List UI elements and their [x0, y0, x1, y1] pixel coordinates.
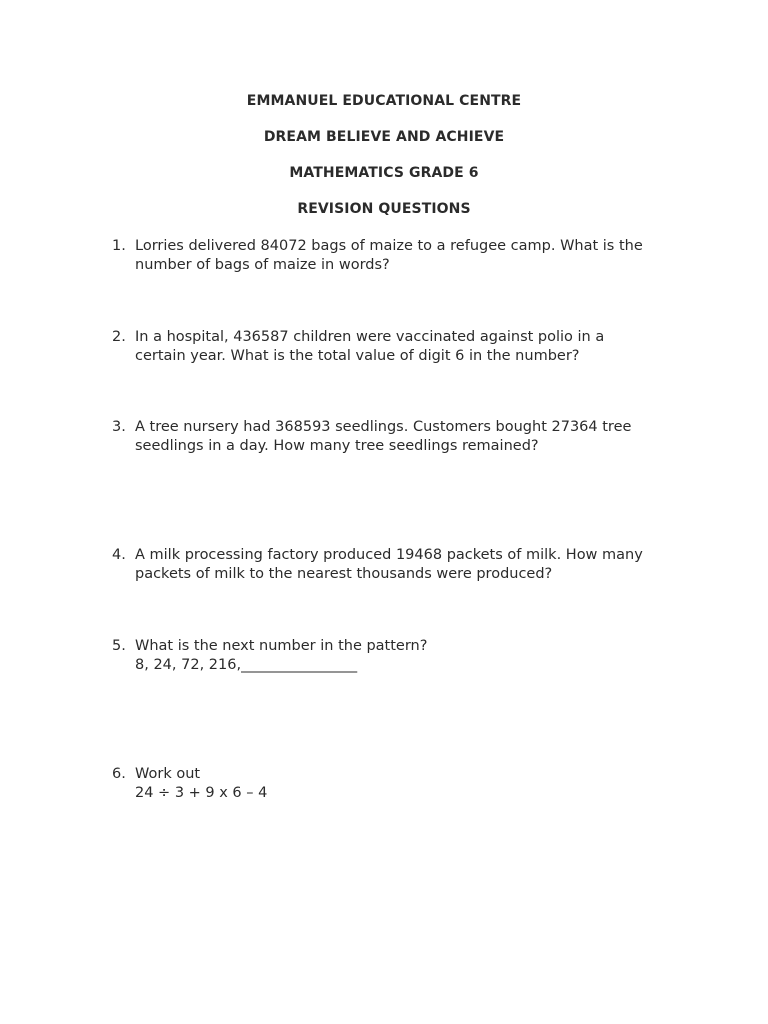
question-number: 3. — [112, 419, 126, 435]
question-text-line: In a hospital, 436587 children were vaccinated against polio in a — [135, 329, 605, 345]
question-number: 1. — [112, 238, 126, 254]
answer-blank-line: 8, 24, 72, 216,________________ — [135, 656, 358, 673]
question-text-line: seedlings in a day. How many tree seedlings remained? — [135, 437, 539, 454]
question-number: 5. — [112, 638, 126, 654]
question-text-line: number of bags of maize in words? — [135, 256, 390, 273]
question-expression: 24 ÷ 3 + 9 x 6 – 4 — [135, 784, 268, 801]
question-text-line: certain year. What is the total value of digit 6 in the number? — [135, 347, 580, 364]
subject-title: MATHEMATICS GRADE 6 — [289, 165, 479, 181]
question-number: 4. — [112, 547, 126, 563]
question-3 — [112, 418, 672, 455]
school-motto: DREAM BELIEVE AND ACHIEVE — [263, 129, 505, 145]
question-text-line: Work out — [135, 766, 201, 782]
school-name: EMMANUEL EDUCATIONAL CENTRE — [246, 93, 522, 109]
question-5 — [112, 637, 672, 674]
question-text-line: A tree nursery had 368593 seedlings. Customers bought 27364 tree — [135, 419, 632, 435]
question-number: 6. — [112, 766, 126, 782]
document-title: REVISION QUESTIONS — [297, 201, 471, 217]
question-6 — [112, 765, 672, 802]
question-text-line: A milk processing factory produced 19468 packets of milk. How many — [135, 547, 643, 563]
question-1 — [112, 237, 672, 274]
question-2 — [112, 328, 672, 365]
question-text-line: What is the next number in the pattern? — [135, 638, 428, 654]
question-text-line: packets of milk to the nearest thousands were produced? — [135, 565, 553, 582]
question-text-line: Lorries delivered 84072 bags of maize to a refugee camp. What is the — [135, 238, 643, 254]
question-number: 2. — [112, 329, 126, 345]
question-4 — [112, 546, 672, 583]
